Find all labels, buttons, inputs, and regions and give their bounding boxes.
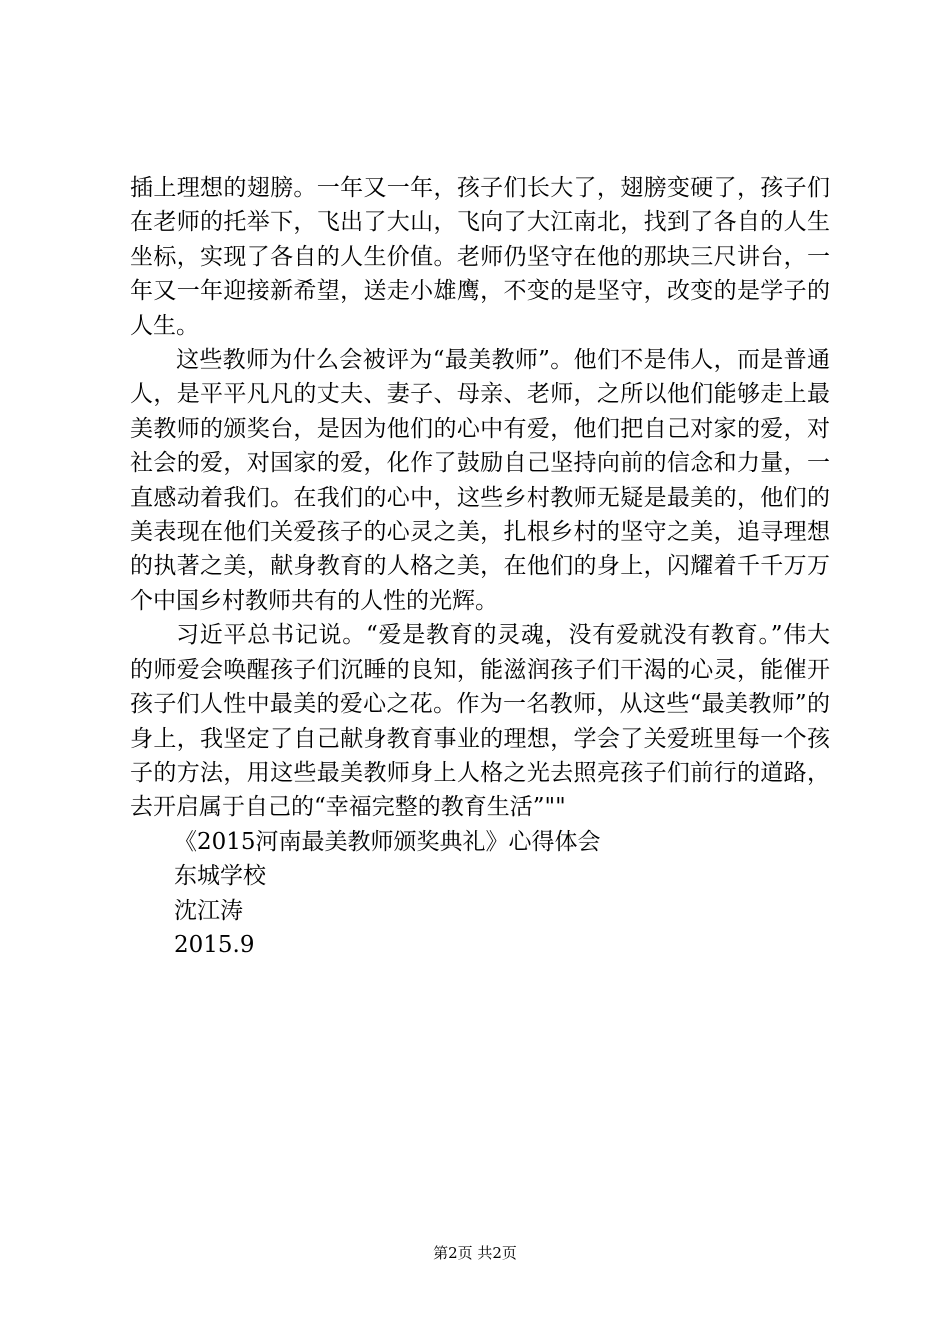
school-name: 东城学校 [174,863,266,890]
page-number-footer: 第2页 共2页 [433,1244,517,1262]
paragraph-1: 插上理想的翅膀。一年又一年，孩子们长大了，翅膀变硬了，孩子们在老师的托举下，飞出了大山，飞向了大江南北，找到了各自的人生坐标，实现了各自的人生价值。老师仍坚守在他的那块三尺讲台，一年又一年迎接新希望，送走小雄鹰，不变的是坚守，改变的是学子的人生。 [130,175,830,339]
essay-title-line: 《2015河南最美教师颁奖典礼》心得体会 [174,828,601,855]
paragraph-3: 习近平总书记说。“爱是教育的灵魂，没有爱就没有教育。”伟大的师爱会唤醒孩子们沉睡的良知，能滋润孩子们干渴的心灵，能催开孩子们人性中最美的爱心之花。作为一名教师，从这些“最美教师”的身上，我坚定了自己献身教育事业的理想，学会了关爱班里每一个孩子的方法，用这些最美教师身上人格之光去照亮孩子们前行的道路，去开启属于自己的“幸福完整的教育生活”"" [130,622,830,821]
author-name: 沈江涛 [174,897,243,924]
document-body [130,171,830,962]
paragraph-2: 这些教师为什么会被评为“最美教师”。他们不是伟人，而是普通人，是平平凡凡的丈夫、妻子、母亲、老师，之所以他们能够走上最美教师的颁奖台，是因为他们的心中有爱，他们把自己对家的爱，对社会的爱，对国家的爱，化作了鼓励自己坚持向前的信念和力量，一直感动着我们。在我们的心中，这些乡村教师无疑是最美的，他们的美表现在他们关爱孩子的心灵之美，扎根乡村的坚守之美，追寻理想的执著之美，献身教育的人格之美，在他们的身上，闪耀着千千万万个中国乡村教师共有的人性的光辉。 [130,347,830,614]
document-date: 2015.9 [174,931,255,958]
